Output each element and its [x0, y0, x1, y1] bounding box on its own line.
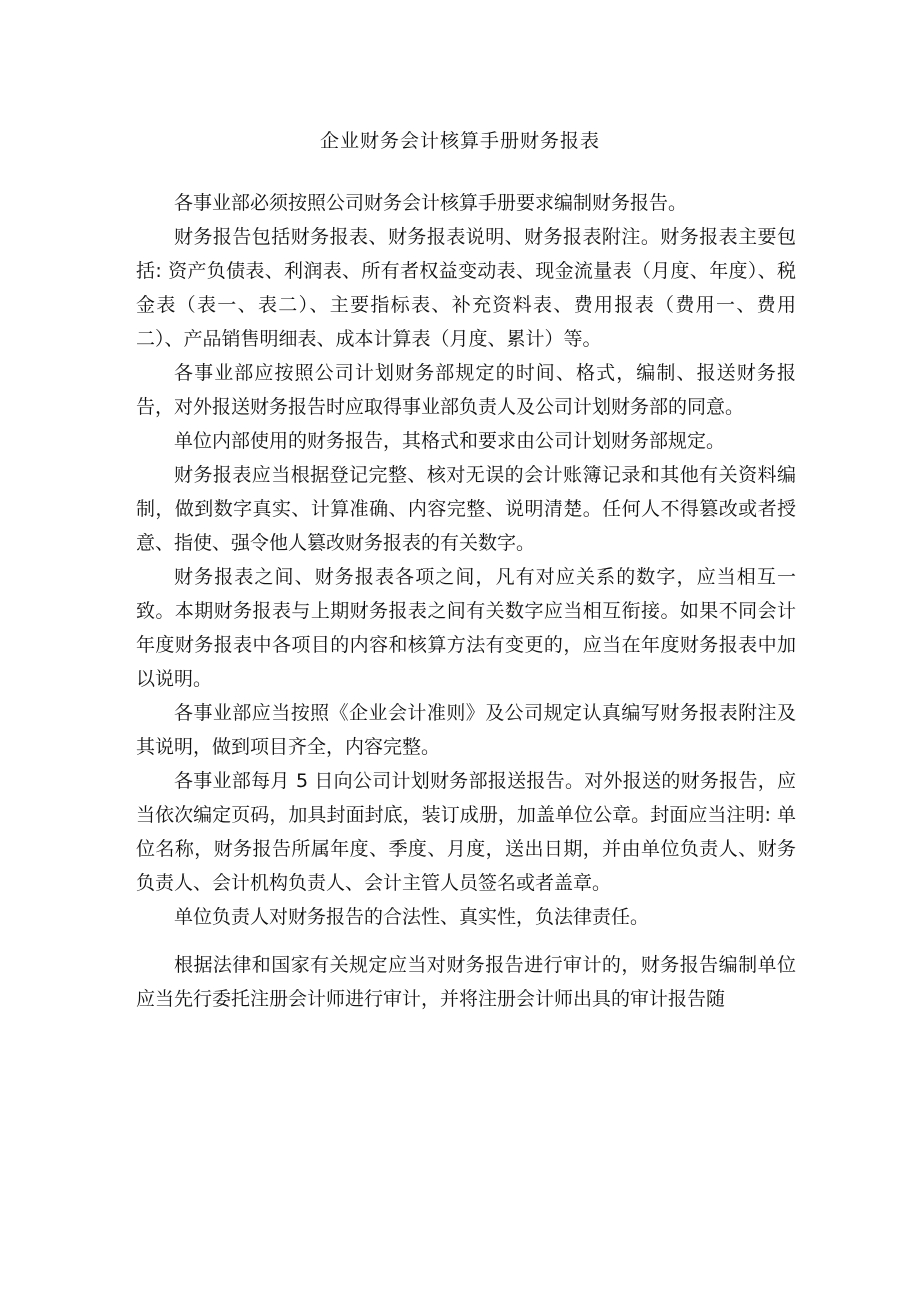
paragraph-7: 各事业部应当按照《企业会计准则》及公司规定认真编写财务报表附注及其说明，做到项目齐全，内容完整。 — [136, 702, 796, 758]
paragraph-3: 各事业部应按照公司计划财务部规定的时间、格式，编制、报送财务报告，对外报送财务报告时应取得事业部负责人及公司计划财务部的同意。 — [136, 362, 796, 418]
paragraph-2: 财务报告包括财务报表、财务报表说明、财务报表附注。财务报表主要包括: 资产负债表、利润表、所有者权益变动表、现金流量表（月度、年度）、税金表（表一、表二）、主要指标表、补充资料表、费用报表（费用一、费用二）、产品销售明细表、成本计算表（月度、累计）等。 — [136, 226, 796, 350]
document-title: 企业财务会计核算手册财务报表 — [319, 130, 600, 152]
document-body — [136, 186, 796, 1016]
paragraph-1: 各事业部必须按照公司财务会计核算手册要求编制财务报告。 — [174, 192, 688, 214]
paragraph-6: 财务报表之间、财务报表各项之间，凡有对应关系的数字，应当相互一致。本期财务报表与上期财务报表之间有关数字应当相互衔接。如果不同会计年度财务报表中各项目的内容和核算方法有变更的，应当在年度财务报表中加以说明。 — [136, 566, 796, 690]
paragraph-4: 单位内部使用的财务报告，其格式和要求由公司计划财务部规定。 — [174, 430, 726, 452]
paragraph-9: 单位负责人对财务报告的合法性、真实性，负法律责任。 — [174, 906, 650, 928]
paragraph-8: 各事业部每月 5 日向公司计划财务部报送报告。对外报送的财务报告，应当依次编定页码，加具封面封底，装订成册，加盖单位公章。封面应当注明: 单位名称，财务报告所属年度、季度、月度，送出日期，并由单位负责人、财务负责人、会计机构负责人、会计主管人员签名或者盖章。 — [136, 770, 796, 894]
paragraph-10: 根据法律和国家有关规定应当对财务报告进行审计的，财务报告编制单位应当先行委托注册会计师进行审计，并将注册会计师出具的审计报告随 — [136, 954, 796, 1010]
paragraph-5: 财务报表应当根据登记完整、核对无误的会计账簿记录和其他有关资料编制，做到数字真实、计算准确、内容完整、说明清楚。任何人不得篡改或者授意、指使、强令他人篡改财务报表的有关数字。 — [136, 464, 796, 554]
